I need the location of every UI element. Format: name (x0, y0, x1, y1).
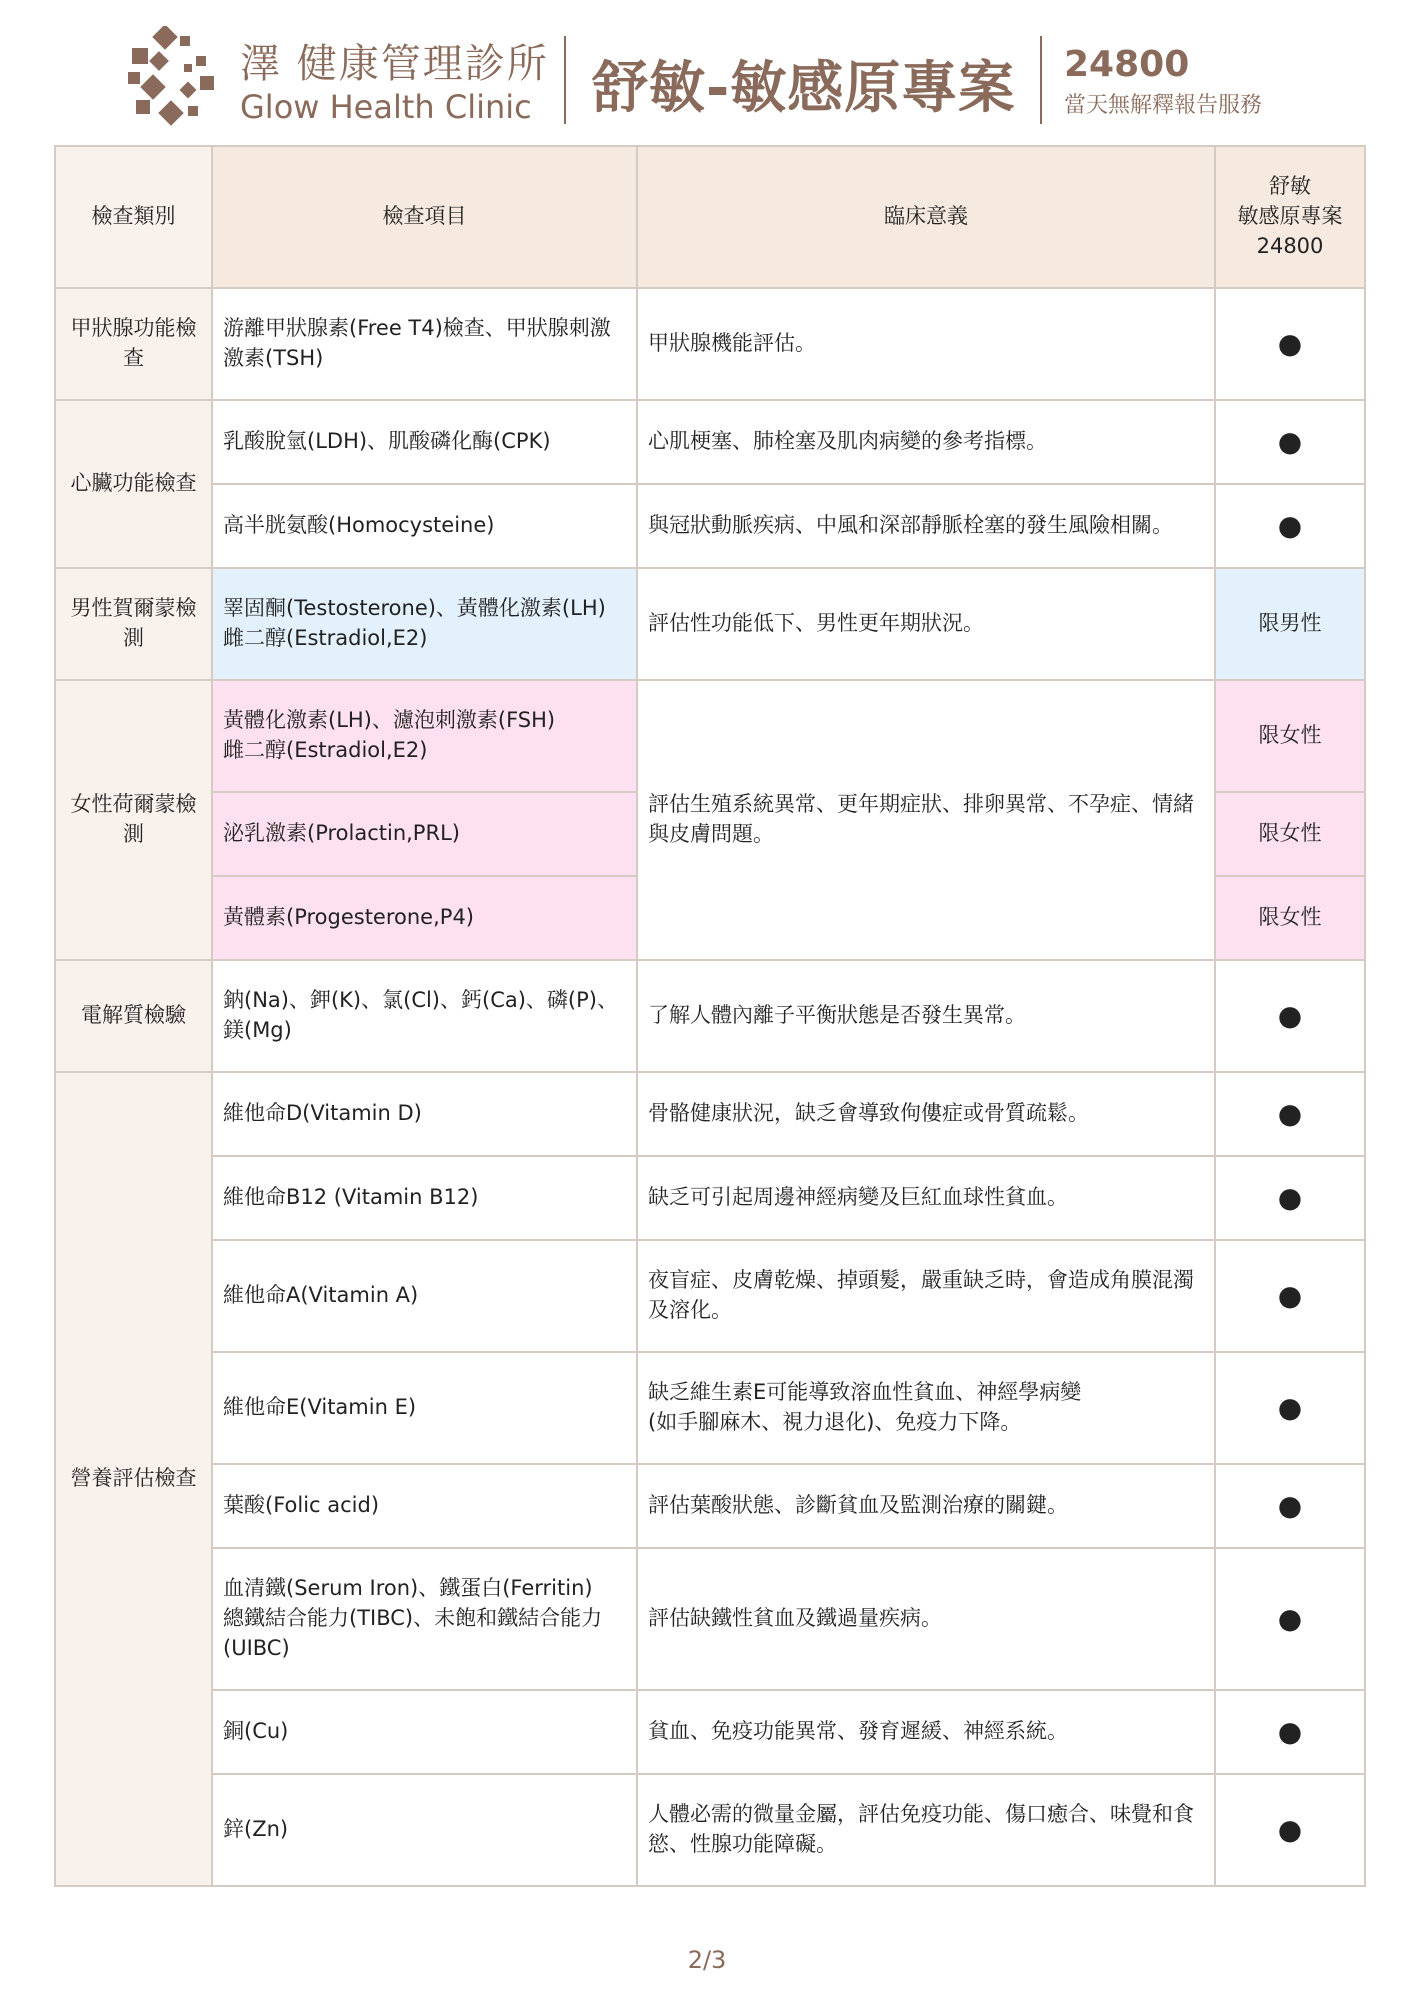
item-cell: 葉酸(Folic acid) (212, 1464, 637, 1548)
table-row (55, 568, 1365, 680)
table-row (55, 1774, 1365, 1886)
category-cell: 電解質檢驗 (55, 960, 212, 1072)
female-only-badge: 限女性 (1215, 792, 1365, 876)
item-cell: 血清鐵(Serum Iron)、鐵蛋白(Ferritin) 總鐵結合能力(TIBC)、未飽和鐵結合能力(UIBC) (212, 1548, 637, 1690)
table-row (55, 1548, 1365, 1690)
included-mark: ● (1215, 288, 1365, 400)
header-item: 檢查項目 (212, 146, 637, 288)
meaning-cell: 貧血、免疫功能異常、發育遲緩、神經系統。 (637, 1690, 1215, 1774)
table-row (55, 484, 1365, 568)
item-cell: 維他命D(Vitamin D) (212, 1072, 637, 1156)
page-header (0, 0, 1414, 140)
meaning-cell: 了解人體內離子平衡狀態是否發生異常。 (637, 960, 1215, 1072)
included-mark: ● (1215, 1352, 1365, 1464)
header-divider (1040, 36, 1042, 124)
included-mark: ● (1215, 1156, 1365, 1240)
plan-title: 舒敏-敏感原專案 (592, 56, 1016, 121)
female-only-badge: 限女性 (1215, 680, 1365, 792)
table-row (55, 1690, 1365, 1774)
meaning-cell: 心肌梗塞、肺栓塞及肌肉病變的參考指標。 (637, 400, 1215, 484)
meaning-cell: 甲狀腺機能評估。 (637, 288, 1215, 400)
meaning-cell: 人體必需的微量金屬，評估免疫功能、傷口癒合、味覺和食慾、性腺功能障礙。 (637, 1774, 1215, 1886)
category-cell: 甲狀腺功能檢查 (55, 288, 212, 400)
meaning-cell: 評估缺鐵性貧血及鐵過量疾病。 (637, 1548, 1215, 1690)
meaning-cell: 骨骼健康狀況，缺乏會導致佝僂症或骨質疏鬆。 (637, 1072, 1215, 1156)
item-cell: 銅(Cu) (212, 1690, 637, 1774)
item-cell: 泌乳激素(Prolactin,PRL) (212, 792, 637, 876)
header-meaning: 臨床意義 (637, 146, 1215, 288)
table-row (55, 400, 1365, 484)
meaning-cell: 評估性功能低下、男性更年期狀況。 (637, 568, 1215, 680)
meaning-cell: 與冠狀動脈疾病、中風和深部靜脈栓塞的發生風險相關。 (637, 484, 1215, 568)
included-mark: ● (1215, 1548, 1365, 1690)
included-mark: ● (1215, 1774, 1365, 1886)
table-row (55, 680, 1365, 792)
item-cell: 乳酸脫氫(LDH)、肌酸磷化酶(CPK) (212, 400, 637, 484)
header-plan: 舒敏 敏感原專案 24800 (1215, 146, 1365, 288)
item-cell: 睪固酮(Testosterone)、黃體化激素(LH) 雌二醇(Estradiol,E2) (212, 568, 637, 680)
clinic-name-zh: 澤 健康管理診所 (240, 41, 549, 87)
exam-table (54, 145, 1366, 1887)
included-mark: ● (1215, 400, 1365, 484)
category-cell: 心臟功能檢查 (55, 400, 212, 568)
item-cell: 維他命E(Vitamin E) (212, 1352, 637, 1464)
included-mark: ● (1215, 1464, 1365, 1548)
included-mark: ● (1215, 484, 1365, 568)
male-only-badge: 限男性 (1215, 568, 1365, 680)
header-divider (564, 36, 566, 124)
included-mark: ● (1215, 1240, 1365, 1352)
included-mark: ● (1215, 1690, 1365, 1774)
clinic-name-en: Glow Health Clinic (240, 88, 532, 126)
item-cell: 黃體素(Progesterone,P4) (212, 876, 637, 960)
item-cell: 維他命B12 (Vitamin B12) (212, 1156, 637, 1240)
item-cell: 黃體化激素(LH)、濾泡刺激素(FSH) 雌二醇(Estradiol,E2) (212, 680, 637, 792)
item-cell: 維他命A(Vitamin A) (212, 1240, 637, 1352)
table-row (55, 1240, 1365, 1352)
item-cell: 鋅(Zn) (212, 1774, 637, 1886)
item-cell: 高半胱氨酸(Homocysteine) (212, 484, 637, 568)
female-only-badge: 限女性 (1215, 876, 1365, 960)
meaning-cell: 缺乏維生素E可能導致溶血性貧血、神經學病變 (如手腳麻木、視力退化)、免疫力下降。 (637, 1352, 1215, 1464)
table-header-row (55, 146, 1365, 288)
plan-service-note: 當天無解釋報告服務 (1064, 93, 1263, 118)
included-mark: ● (1215, 1072, 1365, 1156)
table-row (55, 288, 1365, 400)
header-category: 檢查類別 (55, 146, 212, 288)
category-cell: 女性荷爾蒙檢測 (55, 680, 212, 960)
page-number: 2/3 (687, 1946, 727, 1974)
table-row (55, 960, 1365, 1072)
meaning-cell: 評估生殖系統異常、更年期症狀、排卵異常、不孕症、情緒與皮膚問題。 (637, 680, 1215, 960)
table-row (55, 1072, 1365, 1156)
table-row (55, 1156, 1365, 1240)
item-cell: 游離甲狀腺素(Free T4)檢查、甲狀腺刺激激素(TSH) (212, 288, 637, 400)
exam-table-container (54, 145, 1364, 1887)
table-row (55, 1352, 1365, 1464)
table-row (55, 1464, 1365, 1548)
item-cell: 鈉(Na)、鉀(K)、氯(Cl)、鈣(Ca)、磷(P)、鎂(Mg) (212, 960, 637, 1072)
meaning-cell: 缺乏可引起周邊神經病變及巨紅血球性貧血。 (637, 1156, 1215, 1240)
clinic-logo-icon (126, 26, 218, 126)
meaning-cell: 評估葉酸狀態、診斷貧血及監測治療的關鍵。 (637, 1464, 1215, 1548)
category-cell: 男性賀爾蒙檢測 (55, 568, 212, 680)
plan-price: 24800 (1064, 44, 1190, 85)
included-mark: ● (1215, 960, 1365, 1072)
meaning-cell: 夜盲症、皮膚乾燥、掉頭髮，嚴重缺乏時，會造成角膜混濁及溶化。 (637, 1240, 1215, 1352)
category-cell: 營養評估檢查 (55, 1072, 212, 1886)
